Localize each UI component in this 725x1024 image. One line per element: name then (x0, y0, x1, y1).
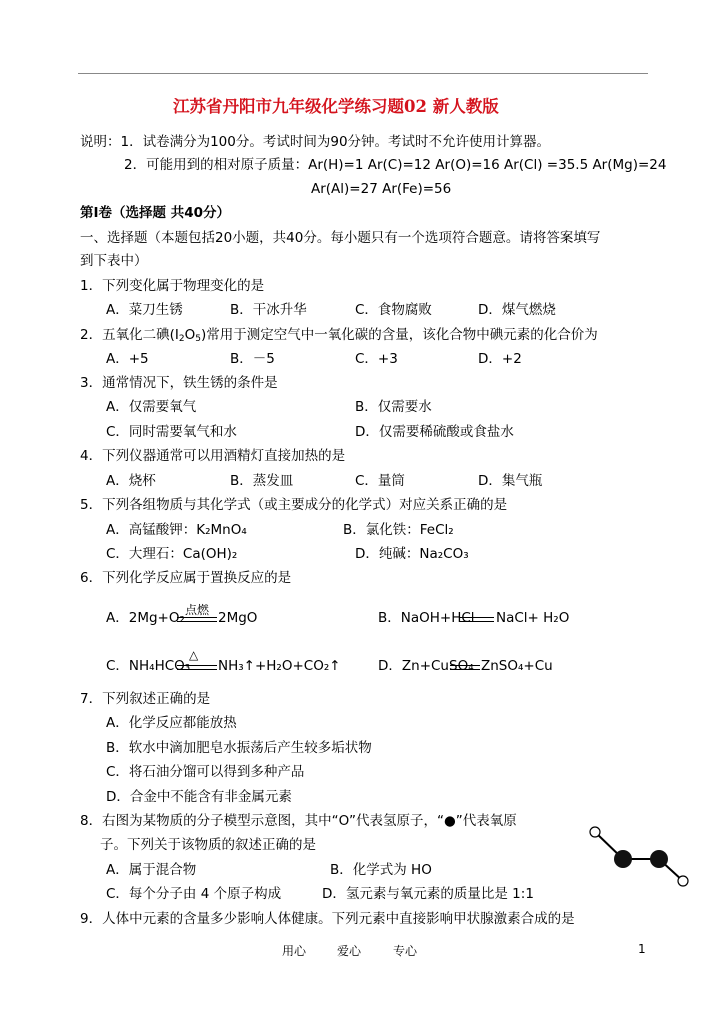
q2-stem-post: )常用于测定空气中一氧化碳的含量，该化合物中碘元素的化合价为 (200, 327, 598, 343)
q1-option-b: B．干冰升华 (230, 302, 307, 318)
hydrogen-atom-2 (678, 876, 688, 886)
q2-stem-mid: O (184, 327, 196, 343)
q1-option-a: A．菜刀生锈 (106, 302, 183, 318)
q8-stem-1: 8．右图为某物质的分子模型示意图，其中“O”代表氢原子，“●”代表氧原 (80, 813, 517, 829)
q8-option-d: D．氢元素与氧元素的质量比是 1:1 (322, 886, 534, 902)
header-rule (78, 73, 648, 74)
q4-option-c: C．量筒 (355, 473, 405, 489)
section-intro-1: 一、选择题（本题包括20小题，共40分。每小题只有一个选项符合题意。请将答案填写 (80, 230, 601, 246)
q7-option-a: A．化学反应都能放热 (106, 715, 237, 731)
q6-option-a-left: A．2Mg+O₂ (106, 610, 185, 626)
notes-line-2: 2．可能用到的相对原子质量：Ar(H)=1 Ar(C)=12 Ar(O)=16 Ar(Cl) =35.5 Ar(Mg)=24 (124, 157, 667, 173)
q5-stem: 5．下列各组物质与其化学式（或主要成分的化学式）对应关系正确的是 (80, 497, 508, 513)
q2-subscript-2: 5 (195, 334, 201, 344)
notes-line-3: Ar(Al)=27 Ar(Fe)=56 (311, 181, 452, 197)
q3-option-c: C．同时需要氧气和水 (106, 424, 237, 440)
q6-option-b-equals (460, 617, 494, 622)
hydrogen-atom-1 (590, 827, 600, 837)
q8-option-a: A．属于混合物 (106, 862, 197, 878)
q6-stem: 6．下列化学反应属于置换反应的是 (80, 570, 292, 586)
q4-option-b: B．蒸发皿 (230, 473, 294, 489)
page-number: 1 (638, 942, 646, 956)
q3-option-a: A．仅需要氧气 (106, 399, 197, 415)
oxygen-atom-2 (650, 850, 668, 868)
q8-option-b: B．化学式为 HO (330, 862, 432, 878)
q6-option-d-right: ZnSO₄+Cu (481, 658, 553, 674)
q3-stem: 3．通常情况下，铁生锈的条件是 (80, 375, 278, 391)
q5-option-d: D．纯碱：Na₂CO₃ (355, 546, 469, 562)
q9-stem: 9．人体中元素的含量多少影响人体健康。下列元素中直接影响甲状腺激素合成的是 (80, 911, 575, 927)
page-title: 江苏省丹阳市九年级化学练习题02 新人教版 (173, 97, 499, 116)
q2-stem (80, 327, 598, 347)
q7-option-b: B．软水中滴加肥皂水振荡后产生较多垢状物 (106, 740, 372, 756)
q6-option-d-equals (450, 665, 480, 670)
q4-option-d: D．集气瓶 (478, 473, 543, 489)
q1-option-c: C．食物腐败 (355, 302, 432, 318)
q1-option-d: D．煤气燃烧 (478, 302, 556, 318)
q7-option-c: C．将石油分馏可以得到多种产品 (106, 764, 305, 780)
q7-stem: 7．下列叙述正确的是 (80, 691, 211, 707)
molecule-model-figure (585, 822, 695, 894)
section-heading: 第Ⅰ卷（选择题 共40分） (80, 205, 231, 221)
section-intro-2: 到下表中） (80, 253, 148, 269)
q6-option-c-left: C．NH₄HCO₃ (106, 658, 191, 674)
q3-option-b: B．仅需要水 (355, 399, 432, 415)
q2-option-a: A．+5 (106, 351, 149, 367)
q8-option-c: C．每个分子由 4 个原子构成 (106, 886, 282, 902)
q2-option-b: B．－5 (230, 351, 275, 367)
q6-option-c-condition: △ (189, 648, 199, 662)
q2-option-c: C．+3 (355, 351, 398, 367)
q2-subscript-1: 2 (178, 334, 185, 344)
q4-stem: 4．下列仪器通常可以用酒精灯直接加热的是 (80, 448, 346, 464)
footer-motto-2: 爱心 (337, 944, 362, 958)
q6-option-b-right: NaCl+ H₂O (496, 610, 570, 626)
notes-line-1: 说明：1．试卷满分为100分。考试时间为90分钟。考试时不允许使用计算器。 (80, 134, 551, 150)
q5-option-c: C．大理石：Ca(OH)₂ (106, 546, 238, 562)
q6-option-d-left: D．Zn+CuSO₄ (378, 658, 474, 674)
q6-option-c-equals (177, 665, 217, 670)
q6-option-a-right: 2MgO (218, 610, 258, 626)
q5-option-a: A．高锰酸钾：K₂MnO₄ (106, 522, 247, 538)
q2-stem-pre: 2．五氧化二碘(I (80, 327, 179, 343)
q6-option-b-left: B．NaOH+HCl (378, 610, 475, 626)
q8-stem-2: 子。下列关于该物质的叙述正确的是 (100, 837, 316, 853)
q1-stem: 1．下列变化属于物理变化的是 (80, 278, 265, 294)
oxygen-atom-1 (614, 850, 632, 868)
q7-option-d: D．合金中不能含有非金属元素 (106, 789, 292, 805)
footer-motto-3: 专心 (393, 944, 418, 958)
q6-option-a-equals (177, 617, 217, 622)
q5-option-b: B．氯化铁：FeCl₂ (343, 522, 454, 538)
q4-option-a: A．烧杯 (106, 473, 156, 489)
q3-option-d: D．仅需要稀硫酸或食盐水 (355, 424, 514, 440)
q6-option-a-condition: 点燃 (185, 603, 210, 617)
q2-option-d: D．+2 (478, 351, 522, 367)
footer-motto-1: 用心 (282, 944, 307, 958)
q6-option-c-right: NH₃↑+H₂O+CO₂↑ (218, 658, 341, 674)
